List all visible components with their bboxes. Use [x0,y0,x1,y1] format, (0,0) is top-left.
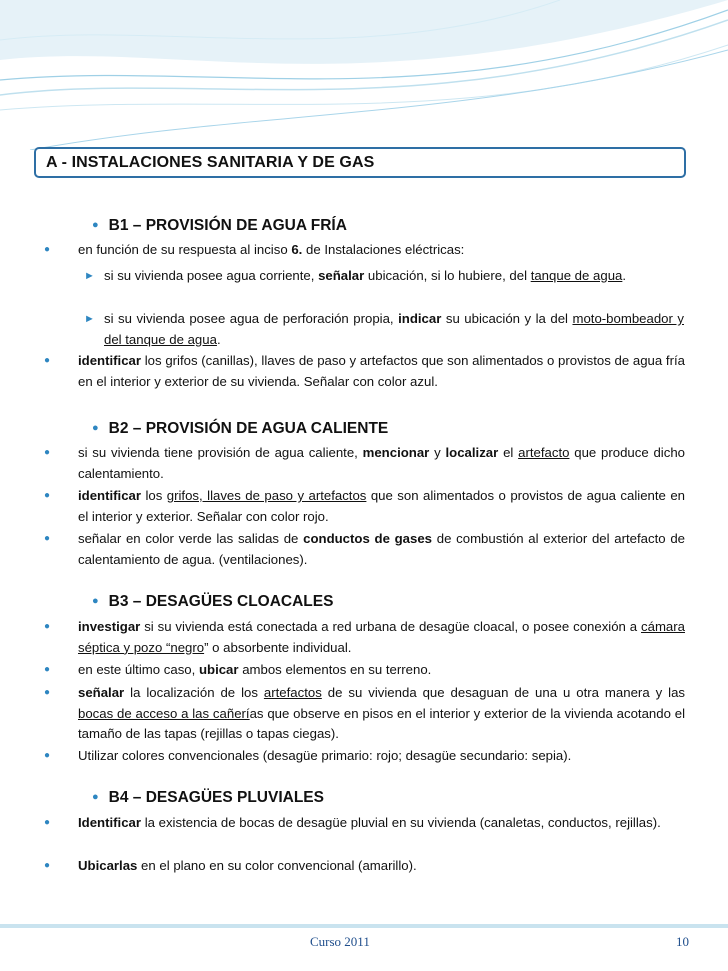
bullet-icon: ● [44,860,51,871]
bullet-icon: ● [44,355,51,366]
bullet-icon: ● [44,621,51,632]
bullet-icon: ● [44,664,51,675]
footer-divider [0,924,728,928]
heading-b2: ● B2 – PROVISIÓN DE AGUA CALIENTE [92,420,389,437]
heading-b3: ● B3 – DESAGÜES CLOACALES [92,593,334,610]
bullet-icon: ● [44,490,51,501]
bullet-icon: ● [92,219,99,231]
bullet-icon: ● [44,750,51,761]
arrow-bullet-icon: ► [84,270,95,282]
bullet-icon: ● [44,533,51,544]
bullet-icon: ● [44,447,51,458]
list-item: ● en función de su respuesta al inciso 6. de Instalaciones eléctricas: [44,240,684,261]
bullet-icon: ● [92,422,99,434]
section-title: A - INSTALACIONES SANITARIA Y DE GAS [46,154,375,171]
bullet-icon: ● [44,244,51,255]
page-number: 10 [676,934,689,949]
bullet-icon: ● [44,817,51,828]
arrow-bullet-icon: ► [84,313,95,325]
footer-course: Curso 2011 [310,934,370,949]
heading-b4: ● B4 – DESAGÜES PLUVIALES [92,789,324,806]
page-content: ● B1 – PROVISIÓN DE AGUA FRÍA ● en función de su respuesta al inciso 6. de Instalaciones eléctricas: ► si su vivienda posee agua corriente, señalar ubicación, si lo hubiere, del tanque de agua. ► si su vivienda posee agua de perforación propia, indicar su ubicación y la del moto-bombeador y del tanque de agua. ● identificar los grifos (canillas), llaves de paso y artefactos que son alimentados o provistos de agua fría en el interior y exterior de su vivienda. Señalar con color azul. ● B2 – PROVISIÓN DE AGUA CALIENTE ● si su vivienda tiene provisión de agua caliente, mencionar y localizar el artefacto que produce dicho calentamiento. ● identificar los grifos, llaves de paso y artefactos que son alimentados o provistos de agua caliente en el interior y exterior. Señalar con color rojo. ● señalar en color verde las salidas de conductos de gases de combustión al exterior del artefacto de calentamiento de agua. (ventilaciones). ● B3 – DESAGÜES CLOACALES ● investigar si su vivienda está conectada a red urbana de desagüe cloacal, o posee conexión a cámara séptica y pozo “negro” o absorbente individual. ● en este último caso, ubicar ambos elementos en su terreno. ● señalar la localización de los artefactos de su vivienda que desaguan de una u otra manera y las bocas de acceso a las cañerías que observe en pisos en el interior y exterior de la vivienda acotando el tamaño de las tapas (rejillas o tapas ciegas). ● Utilizar colores convencionales (desagüe primario: rojo; desagüe secundario: sepia). ● B4 – DESAGÜES PLUVIALES ● Identificar la existencia de bocas de desagüe pluvial en su vivienda (canaletas, conductos, rejillas). ● Ubicarlas en el plano en su color convencional (amarillo). [0,0,728,971]
heading-b1: ● B1 – PROVISIÓN DE AGUA FRÍA [92,217,347,234]
bullet-icon: ● [92,595,99,607]
bullet-icon: ● [44,687,51,698]
bullet-icon: ● [92,791,99,803]
